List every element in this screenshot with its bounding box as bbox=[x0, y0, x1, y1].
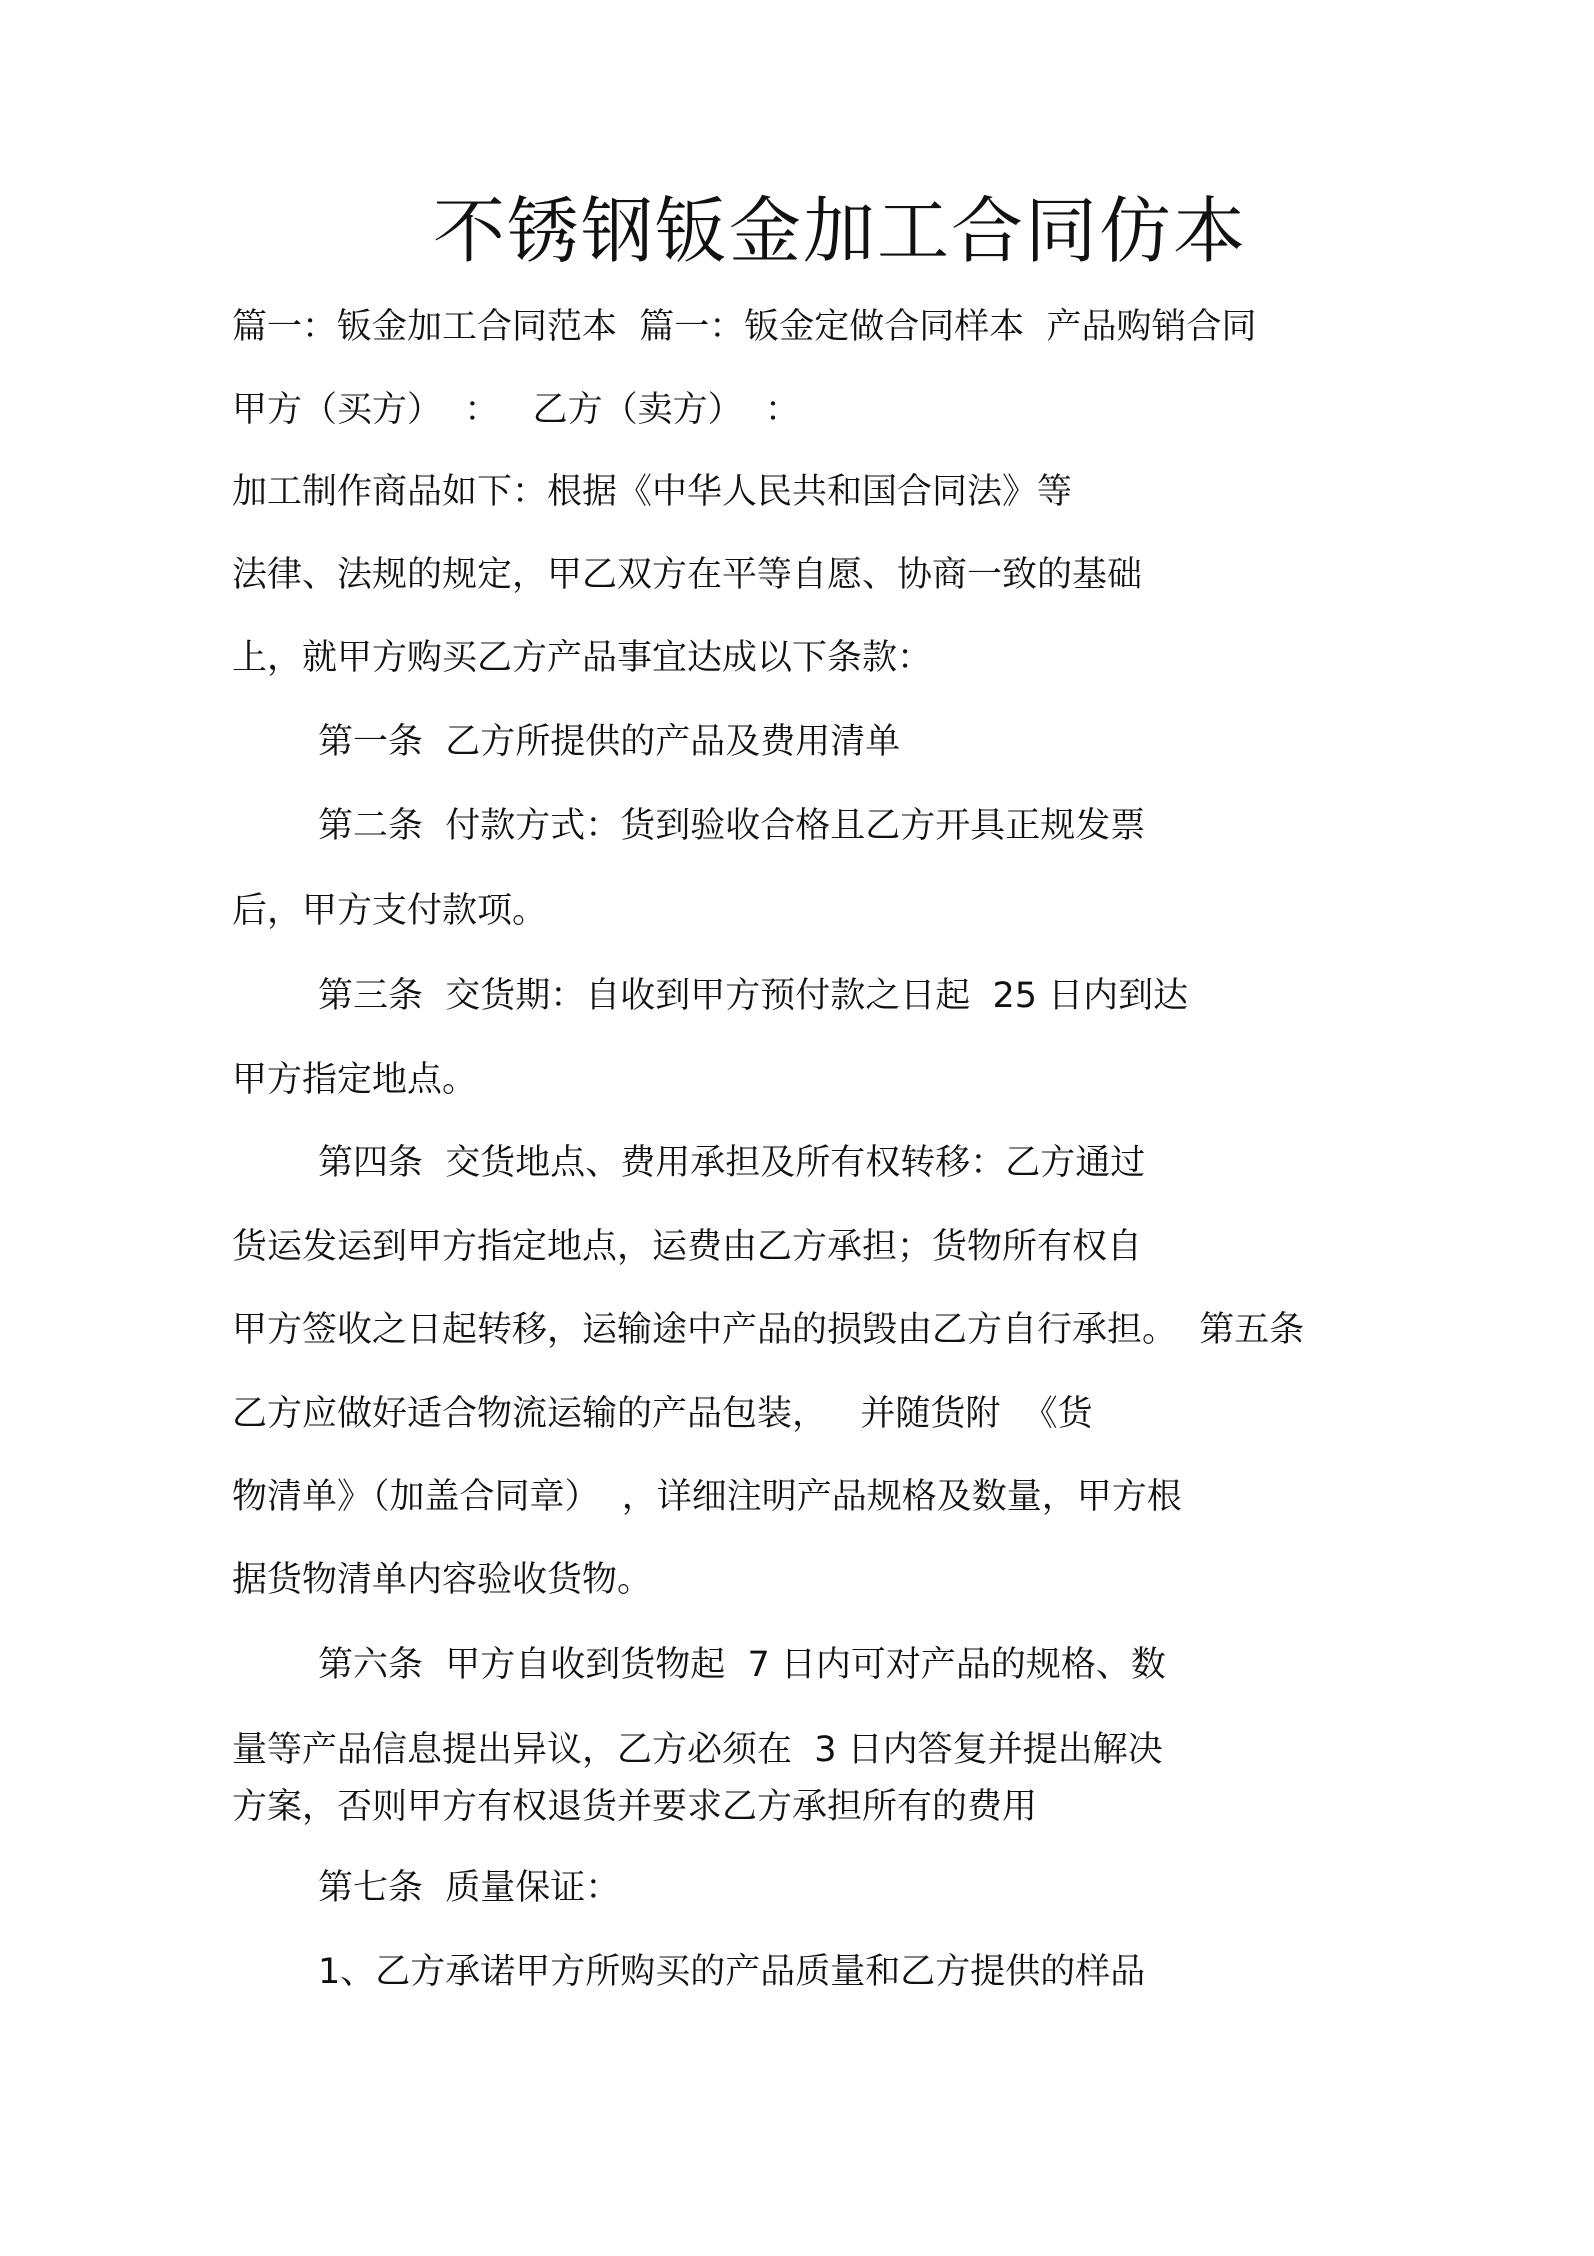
paragraph-line: 乙方应做好适合物流运输的产品包装， 并随货附 《货 bbox=[232, 1394, 1093, 1434]
paragraph-line: 第二条 付款方式：货到验收合格且乙方开具正规发票 bbox=[318, 806, 1146, 846]
paragraph-line: 篇一：钣金加工合同范本 篇一：钣金定做合同样本 产品购销合同 bbox=[232, 307, 1257, 347]
paragraph-line: 物清单》（加盖合同章） ，详细注明产品规格及数量，甲方根 bbox=[232, 1477, 1182, 1517]
paragraph-line: 1、乙方承诺甲方所购买的产品质量和乙方提供的样品 bbox=[318, 1952, 1146, 1992]
paragraph-line: 甲方指定地点。 bbox=[232, 1060, 478, 1100]
paragraph-line: 后，甲方支付款项。 bbox=[232, 891, 548, 931]
paragraph-line: 第三条 交货期：自收到甲方预付款之日起 25 日内到达 bbox=[318, 976, 1189, 1016]
paragraph-line: 第七条 质量保证： bbox=[318, 1868, 621, 1908]
paragraph-line: 法律、法规的规定，甲乙双方在平等自愿、协商一致的基础 bbox=[232, 555, 1143, 595]
paragraph-line: 上，就甲方购买乙方产品事宜达成以下条款： bbox=[232, 638, 933, 678]
paragraph-line: 方案，否则甲方有权退货并要求乙方承担所有的费用 bbox=[232, 1787, 1038, 1827]
paragraph-line: 甲方签收之日起转移，运输途中产品的损毁由乙方自行承担。 第五条 bbox=[232, 1310, 1305, 1350]
paragraph-line: 第六条 甲方自收到货物起 7 日内可对产品的规格、数 bbox=[318, 1645, 1166, 1685]
document-title: 不锈钢钣金加工合同仿本 bbox=[432, 189, 1247, 273]
paragraph-line: 货运发运到甲方指定地点，运费由乙方承担；货物所有权自 bbox=[232, 1227, 1143, 1267]
paragraph-line: 第四条 交货地点、费用承担及所有权转移：乙方通过 bbox=[318, 1143, 1146, 1183]
paragraph-line: 据货物清单内容验收货物。 bbox=[232, 1560, 653, 1600]
paragraph-line: 加工制作商品如下：根据《中华人民共和国合同法》等 bbox=[232, 472, 1073, 512]
paragraph-line: 量等产品信息提出异议，乙方必须在 3 日内答复并提出解决 bbox=[232, 1730, 1163, 1770]
paragraph-line: 第一条 乙方所提供的产品及费用清单 bbox=[318, 722, 901, 762]
paragraph-line: 甲方（买方） ： 乙方（卖方） ： bbox=[232, 390, 800, 430]
